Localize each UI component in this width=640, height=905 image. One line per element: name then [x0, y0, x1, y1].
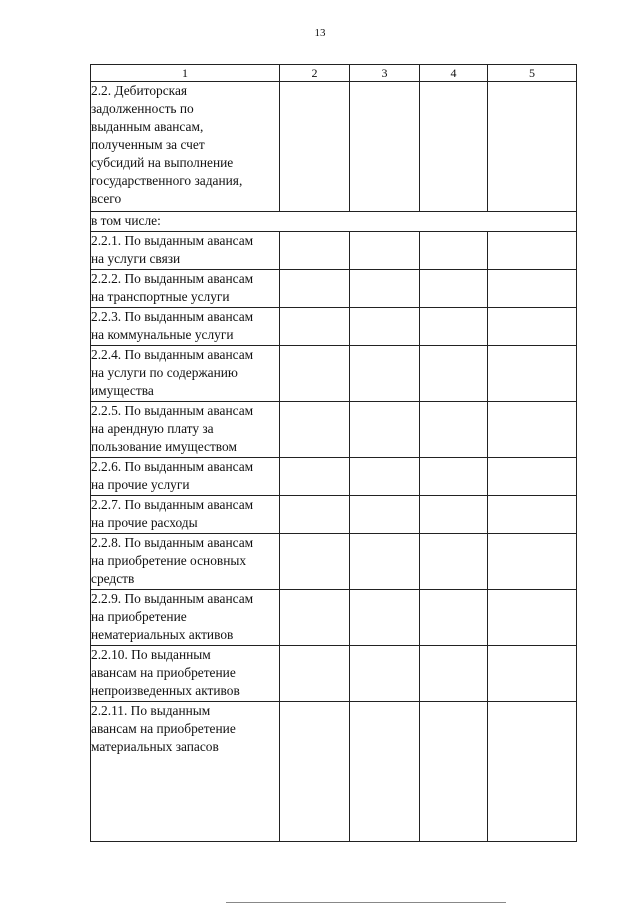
value-cell-col-5 [488, 458, 577, 496]
row-label-line: на транспортные услуги [91, 289, 230, 304]
value-cell-col-4 [420, 534, 488, 590]
row-label-line: на приобретение основных [91, 553, 247, 568]
row-label-line: задолженность по [91, 101, 194, 116]
value-cell-col-4 [420, 702, 488, 842]
row-label [91, 590, 280, 646]
row-label-line: 2.2.7. По выданным авансам [91, 497, 254, 512]
row-label-line: пользование имуществом [91, 439, 237, 454]
value-cell-col-2 [280, 590, 350, 646]
value-cell-col-2 [280, 270, 350, 308]
page-number: 13 [314, 27, 326, 39]
value-cell-col-2 [280, 232, 350, 270]
value-cell-col-4 [420, 270, 488, 308]
row-label-line: 2.2.4. По выданным авансам [91, 347, 254, 362]
row-label-line: 2.2.5. По выданным авансам [91, 403, 254, 418]
table-row [91, 232, 577, 270]
debt-table [90, 64, 577, 842]
row-label-line: авансам на приобретение [91, 721, 236, 736]
table-row [91, 458, 577, 496]
table-row [91, 496, 577, 534]
row-label-line: 2.2.1. По выданным авансам [91, 233, 254, 248]
table-row [91, 590, 577, 646]
value-cell-col-3 [350, 496, 420, 534]
value-cell-col-5 [488, 232, 577, 270]
value-cell-col-2 [280, 702, 350, 842]
row-label-line: непроизведенных активов [91, 683, 240, 698]
value-cell-col-3 [350, 82, 420, 212]
table-row [91, 82, 577, 212]
value-cell-col-3 [350, 346, 420, 402]
value-cell-col-2 [280, 346, 350, 402]
value-cell-col-5 [488, 270, 577, 308]
row-label-line: 2.2.2. По выданным авансам [91, 271, 254, 286]
row-label-line: 2.2. Дебиторская [91, 83, 188, 98]
value-cell-col-5 [488, 496, 577, 534]
table-row [91, 702, 577, 842]
value-cell-col-5 [488, 646, 577, 702]
row-label-line: на прочие расходы [91, 515, 198, 530]
value-cell-col-4 [420, 82, 488, 212]
row-label [91, 534, 280, 590]
row-label [91, 212, 577, 232]
column-header-1: 1 [91, 65, 280, 82]
row-label-line: выданным авансам, [91, 119, 204, 134]
row-label-line: на приобретение [91, 609, 187, 624]
scan-edge-line [226, 902, 506, 903]
table-row [91, 402, 577, 458]
value-cell-col-3 [350, 590, 420, 646]
value-cell-col-2 [280, 646, 350, 702]
value-cell-col-3 [350, 702, 420, 842]
value-cell-col-5 [488, 534, 577, 590]
row-label [91, 702, 280, 842]
table-row [91, 308, 577, 346]
row-label [91, 346, 280, 402]
row-label-line: 2.2.3. По выданным авансам [91, 309, 254, 324]
value-cell-col-5 [488, 702, 577, 842]
value-cell-col-2 [280, 402, 350, 458]
row-label-line: нематериальных активов [91, 627, 234, 642]
value-cell-col-2 [280, 458, 350, 496]
row-label-line: на арендную плату за [91, 421, 214, 436]
row-label-line: всего [91, 191, 122, 206]
row-label-line: авансам на приобретение [91, 665, 236, 680]
row-label-line: имущества [91, 383, 154, 398]
value-cell-col-3 [350, 270, 420, 308]
value-cell-col-4 [420, 458, 488, 496]
row-label [91, 402, 280, 458]
value-cell-col-3 [350, 232, 420, 270]
column-header-4: 4 [420, 65, 488, 82]
row-label [91, 82, 280, 212]
row-label-line: государственного задания, [91, 173, 243, 188]
value-cell-col-5 [488, 590, 577, 646]
row-label-line: 2.2.8. По выданным авансам [91, 535, 254, 550]
value-cell-col-3 [350, 646, 420, 702]
row-label-line: в том числе: [91, 213, 161, 228]
table-row [91, 646, 577, 702]
row-label-line: средств [91, 571, 135, 586]
value-cell-col-5 [488, 308, 577, 346]
value-cell-col-2 [280, 496, 350, 534]
value-cell-col-4 [420, 346, 488, 402]
row-label-line: 2.2.9. По выданным авансам [91, 591, 254, 606]
value-cell-col-4 [420, 402, 488, 458]
table-row [91, 534, 577, 590]
value-cell-col-3 [350, 308, 420, 346]
row-label-line: на коммунальные услуги [91, 327, 234, 342]
value-cell-col-4 [420, 646, 488, 702]
value-cell-col-3 [350, 402, 420, 458]
row-label-line: на прочие услуги [91, 477, 190, 492]
value-cell-col-5 [488, 82, 577, 212]
row-label-line: 2.2.6. По выданным авансам [91, 459, 254, 474]
value-cell-col-5 [488, 346, 577, 402]
value-cell-col-2 [280, 82, 350, 212]
row-label [91, 458, 280, 496]
row-label-line: на услуги по содержанию [91, 365, 238, 380]
table-row [91, 346, 577, 402]
table-row [91, 270, 577, 308]
column-header-3: 3 [350, 65, 420, 82]
value-cell-col-3 [350, 458, 420, 496]
row-label [91, 232, 280, 270]
value-cell-col-4 [420, 590, 488, 646]
row-label-line: субсидий на выполнение [91, 155, 234, 170]
table-row [91, 212, 577, 232]
row-label-line: 2.2.11. По выданным [91, 703, 211, 718]
header-row [91, 65, 577, 82]
row-label [91, 308, 280, 346]
row-label [91, 646, 280, 702]
value-cell-col-5 [488, 402, 577, 458]
value-cell-col-4 [420, 308, 488, 346]
value-cell-col-2 [280, 308, 350, 346]
column-header-2: 2 [280, 65, 350, 82]
value-cell-col-4 [420, 232, 488, 270]
row-label-line: на услуги связи [91, 251, 181, 266]
row-label [91, 496, 280, 534]
row-label [91, 270, 280, 308]
row-label-line: 2.2.10. По выданным [91, 647, 211, 662]
column-header-5: 5 [488, 65, 577, 82]
value-cell-col-4 [420, 496, 488, 534]
row-label-line: полученным за счет [91, 137, 205, 152]
value-cell-col-3 [350, 534, 420, 590]
row-label-line: материальных запасов [91, 739, 219, 754]
value-cell-col-2 [280, 534, 350, 590]
